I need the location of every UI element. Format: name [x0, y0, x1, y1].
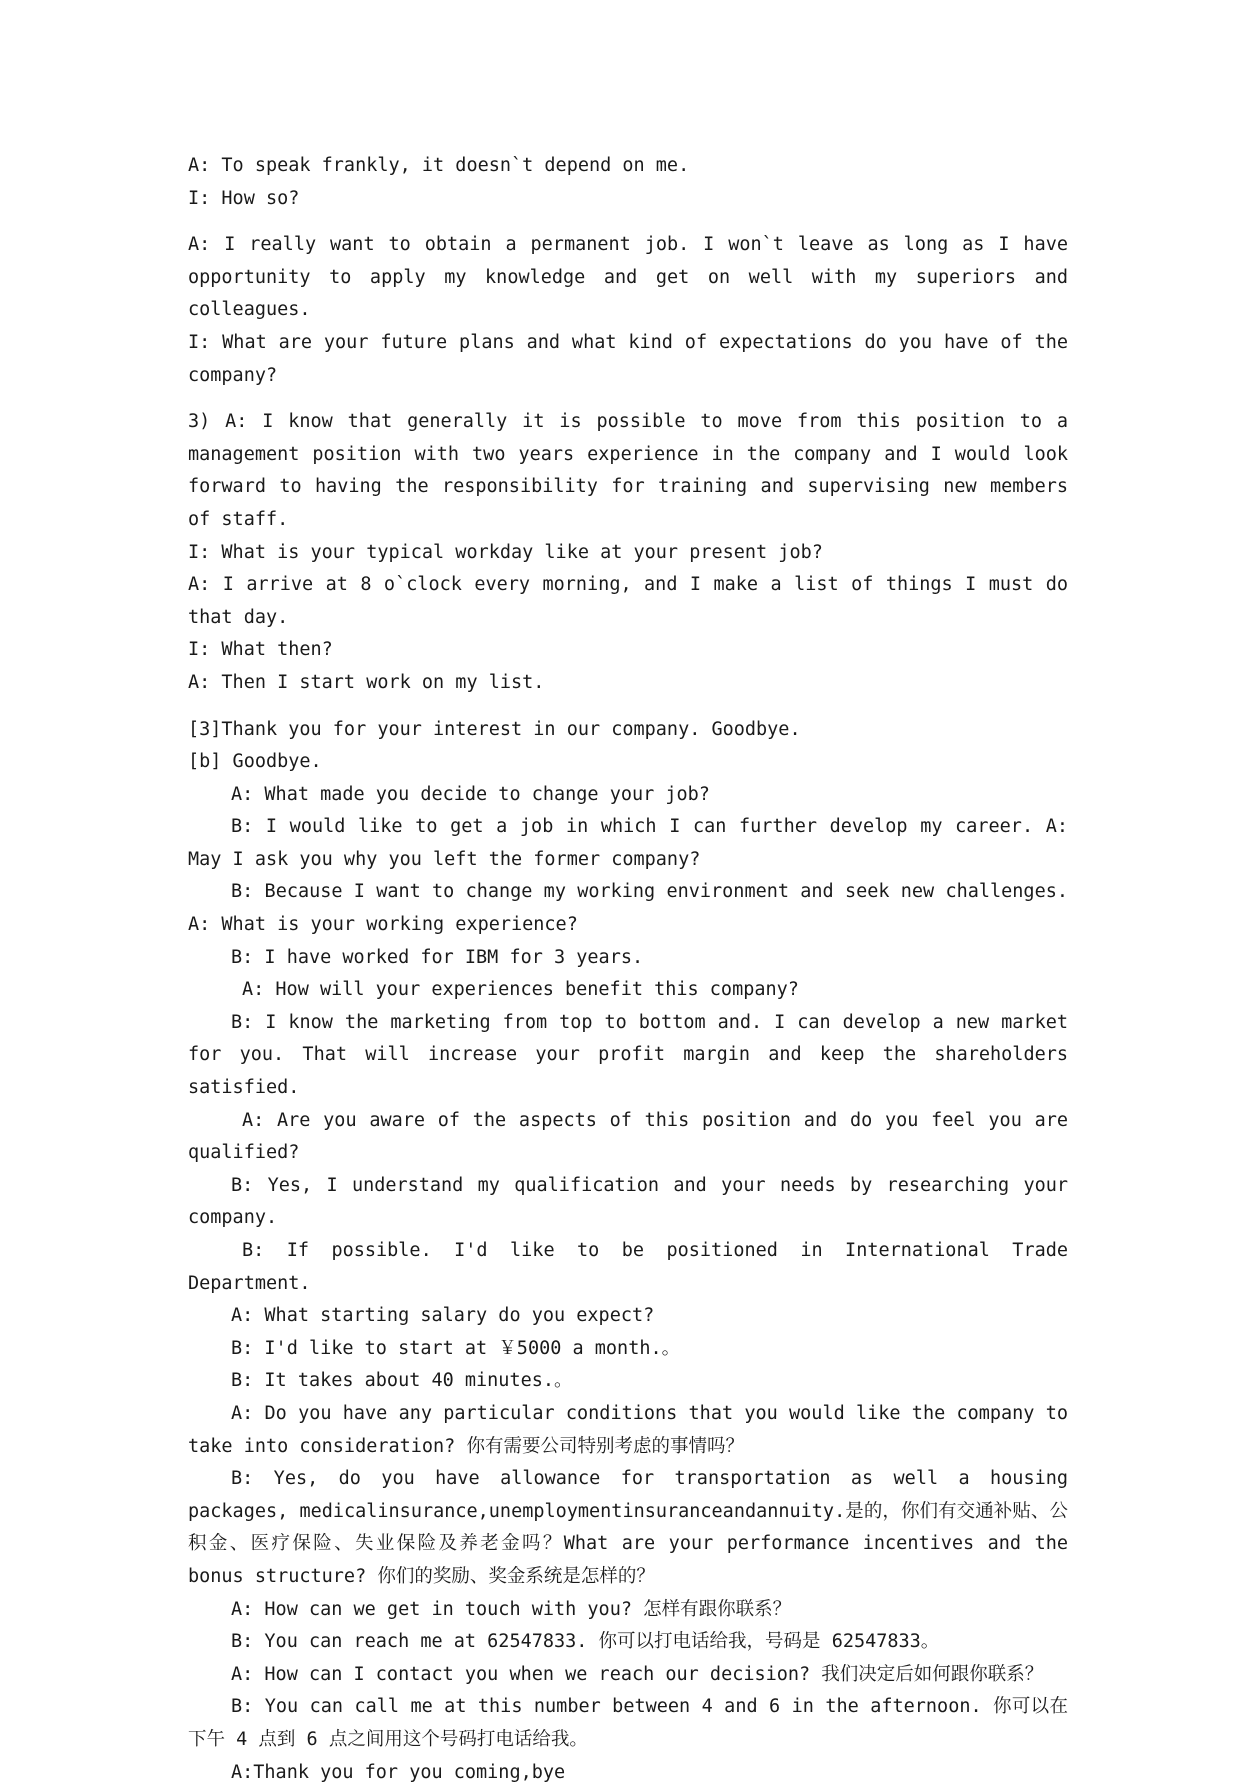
dialogue-line: B: I would like to get a job in which I can further develop my career. A: May I ask you why you left the former company?: [188, 811, 1068, 876]
dialogue-line: A: What starting salary do you expect?: [188, 1300, 1068, 1333]
dialogue-line: A: Do you have any particular conditions that you would like the company to take into consideration? 你有需要公司特别考虑的事情吗？: [188, 1398, 1068, 1463]
dialogue-line: B: It takes about 40 minutes.。: [188, 1365, 1068, 1398]
dialogue-line: A: I arrive at 8 o`clock every morning, and I make a list of things I must do that day.: [188, 569, 1068, 634]
dialogue-line: B: Yes, do you have allowance for transportation as well a housing packages, medicalinsurance,unemploymentinsuranceandannuity.是的，你们有交通补贴、公积金、医疗保险、失业保险及养老金吗？What are your performance incentives and the bonus structure? 你们的奖励、奖金系统是怎样的？: [188, 1463, 1068, 1593]
dialogue-line: I: What then?: [188, 634, 1068, 667]
dialogue-line: B: I know the marketing from top to bottom and. I can develop a new market for you. That will increase your profit margin and keep the shareholders satisfied.: [188, 1007, 1068, 1105]
dialogue-line: B: Yes, I understand my qualification and your needs by researching your company.: [188, 1170, 1068, 1235]
dialogue-line: A: How will your experiences benefit this company?: [188, 974, 1068, 1007]
dialogue-line: [b] Goodbye.: [188, 746, 1068, 779]
dialogue-line: B: You can reach me at 62547833. 你可以打电话给我，号码是 62547833。: [188, 1626, 1068, 1659]
dialogue-line: 3) A: I know that generally it is possible to move from this position to a management position with two years experience in the company and I would look forward to having the responsibility for training and supervising new members of staff.: [188, 406, 1068, 536]
dialogue-line: I: What is your typical workday like at your present job?: [188, 537, 1068, 570]
dialogue-line: A:Thank you for you coming,bye: [188, 1757, 1068, 1789]
dialogue-line: A: How can we get in touch with you? 怎样有跟你联系？: [188, 1594, 1068, 1627]
dialogue-line: [3]Thank you for your interest in our company. Goodbye.: [188, 714, 1068, 747]
dialogue-line: B: If possible. I'd like to be positioned in International Trade Department.: [188, 1235, 1068, 1300]
dialogue-line: B: You can call me at this number between 4 and 6 in the afternoon. 你可以在下午 4 点到 6 点之间用这个号码打电话给我。: [188, 1691, 1068, 1756]
dialogue-line: A: I really want to obtain a permanent job. I won`t leave as long as I have opportunity to apply my knowledge and get on well with my superiors and colleagues.: [188, 229, 1068, 327]
dialogue-line: A: Then I start work on my list.: [188, 667, 1068, 700]
dialogue-line: A: To speak frankly, it doesn`t depend on me.: [188, 150, 1068, 183]
dialogue-line: B: I'd like to start at ￥5000 a month.。: [188, 1333, 1068, 1366]
dialogue-line: B: I have worked for IBM for 3 years.: [188, 942, 1068, 975]
dialogue-line: A: What made you decide to change your job?: [188, 779, 1068, 812]
dialogue-line: A: Are you aware of the aspects of this position and do you feel you are qualified?: [188, 1105, 1068, 1170]
dialogue-line: I: How so?: [188, 183, 1068, 216]
dialogue-line: A: How can I contact you when we reach our decision? 我们决定后如何跟你联系？: [188, 1659, 1068, 1692]
dialogue-line: B: Because I want to change my working environment and seek new challenges. A: What is your working experience?: [188, 876, 1068, 941]
document-body: [188, 150, 1068, 1789]
dialogue-line: I: What are your future plans and what kind of expectations do you have of the company?: [188, 327, 1068, 392]
